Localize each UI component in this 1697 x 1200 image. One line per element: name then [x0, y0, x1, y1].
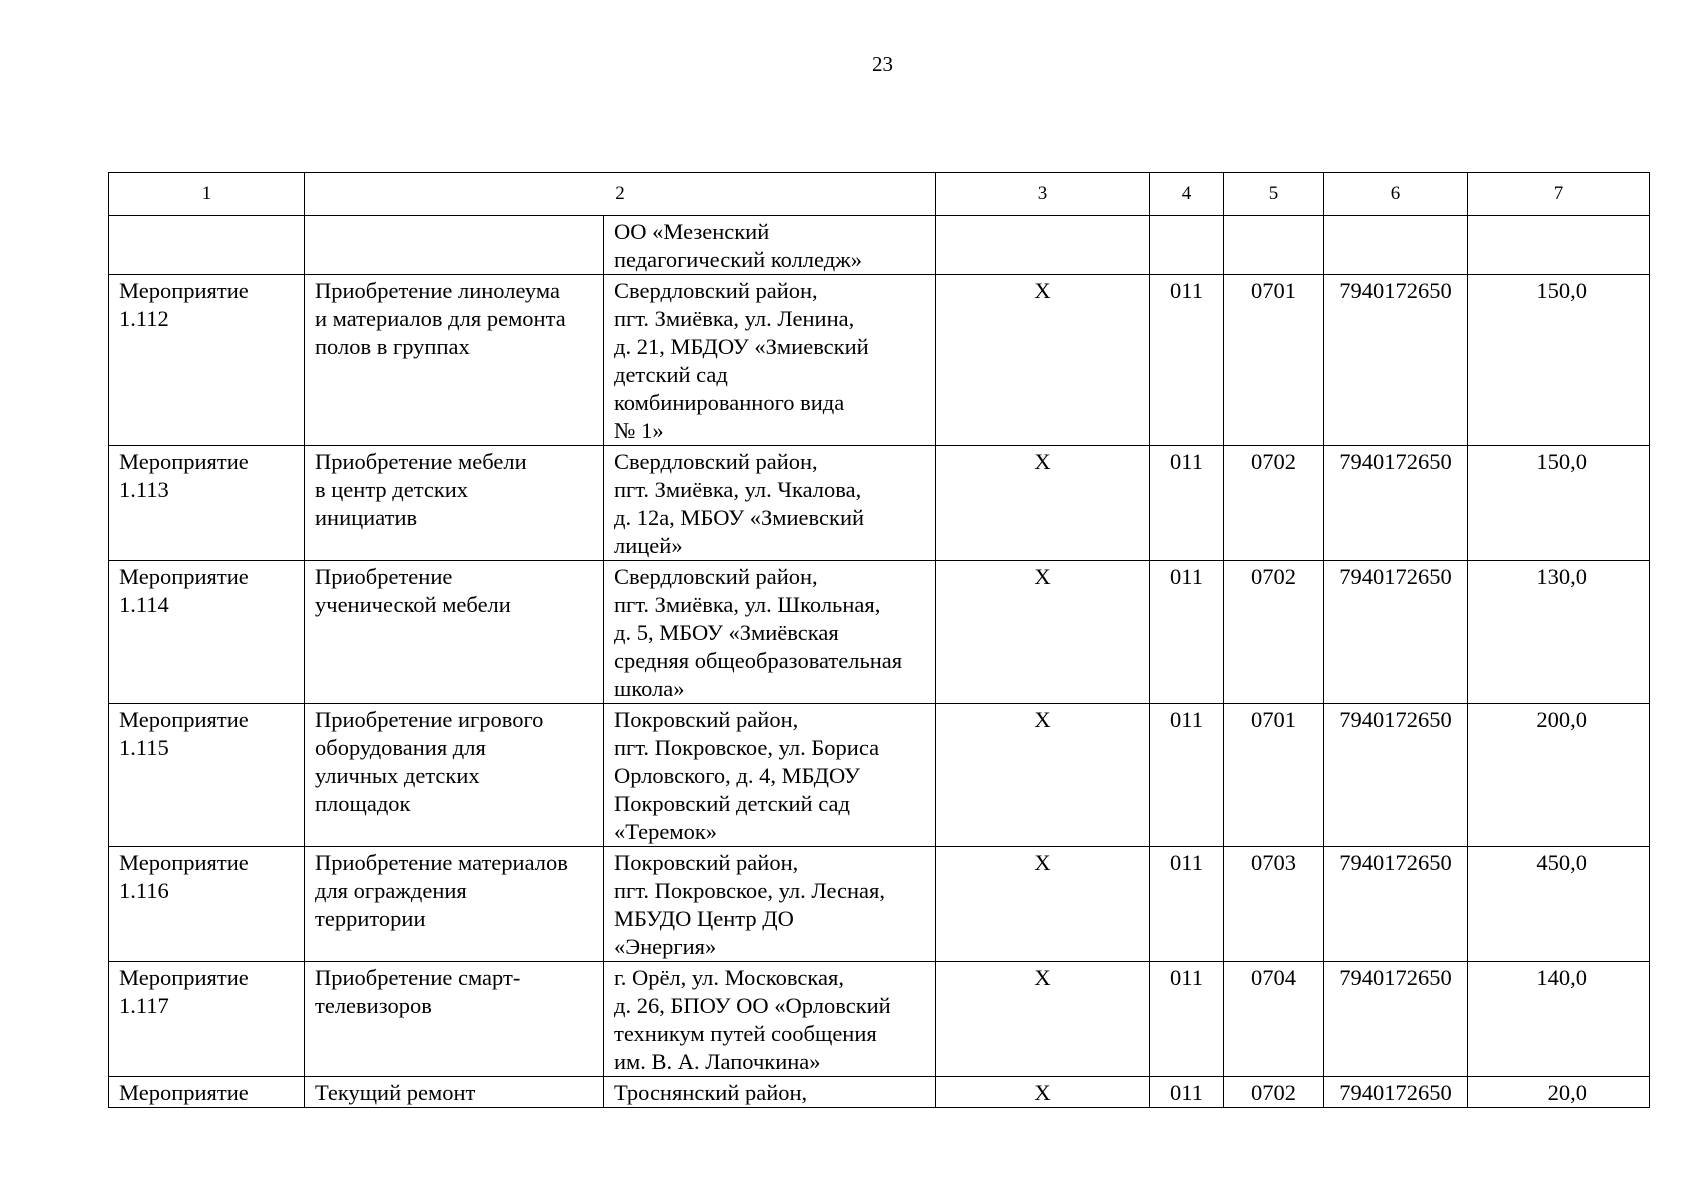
cell-amount: 140,0 — [1468, 962, 1650, 1077]
cell-measure-id: Мероприятие 1.112 — [109, 275, 305, 446]
cell-amount — [1468, 216, 1650, 275]
page-number: 23 — [872, 52, 893, 76]
header-cell-5: 5 — [1224, 173, 1324, 216]
cell-code-target: 7940172650 — [1324, 561, 1468, 704]
cell-measure-id: Мероприятие 1.114 — [109, 561, 305, 704]
cell-x-mark — [936, 216, 1150, 275]
cell-address: Свердловский район, пгт. Змиёвка, ул. Школьная, д. 5, МБОУ «Змиёвская средняя общеобразовательная школа» — [604, 561, 936, 704]
cell-code-grbs: 011 — [1150, 1077, 1224, 1108]
cell-x-mark: Х — [936, 446, 1150, 561]
cell-code-target: 7940172650 — [1324, 1077, 1468, 1108]
cell-code-grbs: 011 — [1150, 446, 1224, 561]
cell-code-grbs — [1150, 216, 1224, 275]
cell-address: ОО «Мезенский педагогический колледж» — [604, 216, 936, 275]
cell-x-mark: Х — [936, 847, 1150, 962]
table-row — [109, 704, 1650, 847]
cell-code-section: 0702 — [1224, 1077, 1324, 1108]
cell-measure-id — [109, 216, 305, 275]
cell-code-grbs: 011 — [1150, 704, 1224, 847]
cell-measure-name: Приобретение материалов для ограждения территории — [305, 847, 604, 962]
cell-code-grbs: 011 — [1150, 962, 1224, 1077]
table-row — [109, 561, 1650, 704]
cell-code-target: 7940172650 — [1324, 446, 1468, 561]
cell-amount: 200,0 — [1468, 704, 1650, 847]
cell-code-target: 7940172650 — [1324, 704, 1468, 847]
table-row — [109, 275, 1650, 446]
table-row — [109, 216, 1650, 275]
cell-x-mark: Х — [936, 704, 1150, 847]
header-row — [109, 173, 1650, 216]
cell-x-mark: Х — [936, 1077, 1150, 1108]
cell-code-section: 0701 — [1224, 275, 1324, 446]
header-cell-4: 4 — [1150, 173, 1224, 216]
cell-code-section: 0702 — [1224, 446, 1324, 561]
cell-code-section: 0702 — [1224, 561, 1324, 704]
cell-code-section: 0704 — [1224, 962, 1324, 1077]
header-cell-2: 2 — [305, 173, 936, 216]
cell-measure-name — [305, 216, 604, 275]
cell-code-section: 0703 — [1224, 847, 1324, 962]
cell-address: г. Орёл, ул. Московская, д. 26, БПОУ ОО «Орловский техникум путей сообщения им. В. А. Лапочкина» — [604, 962, 936, 1077]
header-cell-3: 3 — [936, 173, 1150, 216]
measures-table — [108, 172, 1650, 1108]
cell-code-section — [1224, 216, 1324, 275]
cell-address: Троснянский район, — [604, 1077, 936, 1108]
cell-amount: 150,0 — [1468, 275, 1650, 446]
cell-amount: 130,0 — [1468, 561, 1650, 704]
cell-x-mark: Х — [936, 561, 1150, 704]
cell-measure-name: Приобретение линолеума и материалов для ремонта полов в группах — [305, 275, 604, 446]
cell-amount: 20,0 — [1468, 1077, 1650, 1108]
cell-address: Покровский район, пгт. Покровское, ул. Лесная, МБУДО Центр ДО «Энергия» — [604, 847, 936, 962]
cell-address: Свердловский район, пгт. Змиёвка, ул. Чкалова, д. 12а, МБОУ «Змиевский лицей» — [604, 446, 936, 561]
cell-measure-name: Приобретение ученической мебели — [305, 561, 604, 704]
cell-code-target: 7940172650 — [1324, 275, 1468, 446]
table-row — [109, 446, 1650, 561]
cell-measure-id: Мероприятие 1.117 — [109, 962, 305, 1077]
cell-address: Покровский район, пгт. Покровское, ул. Бориса Орловского, д. 4, МБДОУ Покровский детский сад «Теремок» — [604, 704, 936, 847]
cell-measure-id: Мероприятие 1.113 — [109, 446, 305, 561]
cell-code-grbs: 011 — [1150, 561, 1224, 704]
cell-code-target: 7940172650 — [1324, 962, 1468, 1077]
cell-measure-id: Мероприятие — [109, 1077, 305, 1108]
table-row — [109, 847, 1650, 962]
header-cell-6: 6 — [1324, 173, 1468, 216]
header-cell-7: 7 — [1468, 173, 1650, 216]
header-cell-1: 1 — [109, 173, 305, 216]
cell-address: Свердловский район, пгт. Змиёвка, ул. Ленина, д. 21, МБДОУ «Змиевский детский сад комбинированного вида № 1» — [604, 275, 936, 446]
table-row — [109, 962, 1650, 1077]
cell-amount: 150,0 — [1468, 446, 1650, 561]
table-row — [109, 1077, 1650, 1108]
cell-code-target — [1324, 216, 1468, 275]
cell-measure-id: Мероприятие 1.115 — [109, 704, 305, 847]
cell-measure-name: Текущий ремонт — [305, 1077, 604, 1108]
cell-measure-name: Приобретение игрового оборудования для уличных детских площадок — [305, 704, 604, 847]
cell-code-grbs: 011 — [1150, 847, 1224, 962]
cell-amount: 450,0 — [1468, 847, 1650, 962]
cell-measure-name: Приобретение мебели в центр детских инициатив — [305, 446, 604, 561]
cell-measure-id: Мероприятие 1.116 — [109, 847, 305, 962]
cell-code-target: 7940172650 — [1324, 847, 1468, 962]
cell-x-mark: Х — [936, 275, 1150, 446]
cell-code-section: 0701 — [1224, 704, 1324, 847]
cell-code-grbs: 011 — [1150, 275, 1224, 446]
cell-measure-name: Приобретение смарт- телевизоров — [305, 962, 604, 1077]
cell-x-mark: Х — [936, 962, 1150, 1077]
